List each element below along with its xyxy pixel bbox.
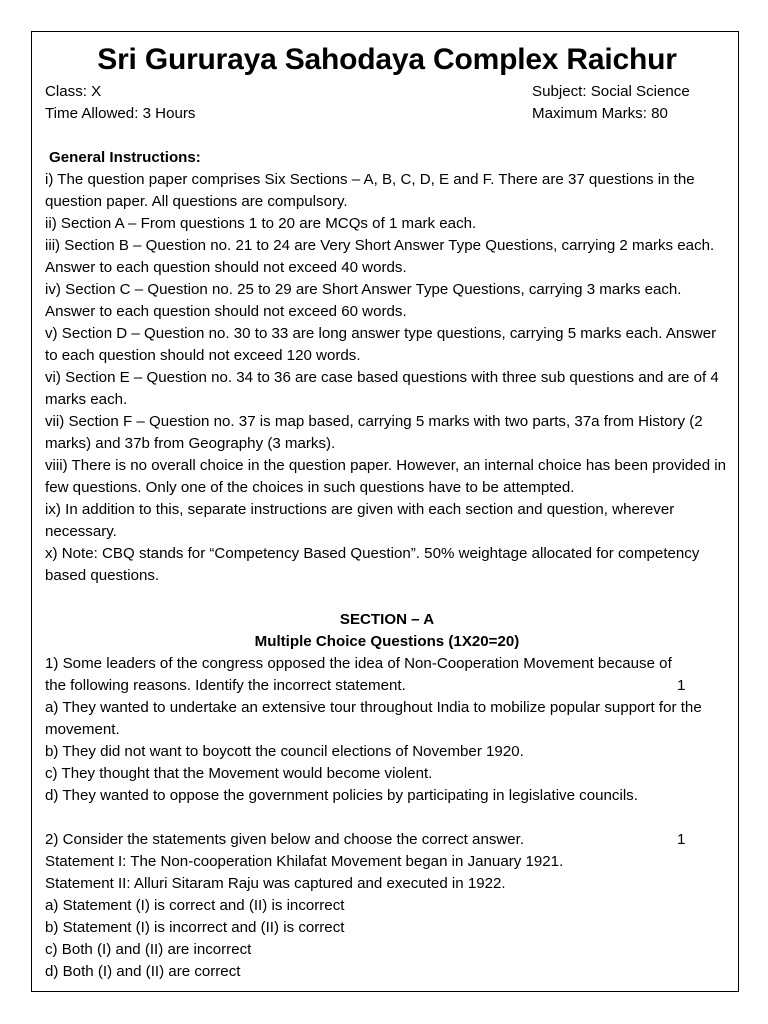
question-2 xyxy=(45,829,729,983)
question-paper-content xyxy=(45,40,729,983)
meta-row-class-subject xyxy=(45,81,729,103)
option-item: a) Statement (I) is correct and (II) is incorrect xyxy=(45,897,345,914)
statement-item: Statement II: Alluri Sitaram Raju was captured and executed in 1922. xyxy=(45,875,506,892)
instruction-item: viii) There is no overall choice in the question paper. However, an internal choice has been provided in few questions. Only one of the choices in such questions have to be attempted. xyxy=(45,457,727,496)
spacer xyxy=(45,807,729,829)
general-instructions-heading: General Instructions: xyxy=(49,149,201,166)
subject-label: Subject: Social Science xyxy=(532,83,690,100)
question-2-marks: 1 xyxy=(677,831,686,848)
question-2-stem-text: 2) Consider the statements given below and choose the correct answer. xyxy=(45,831,525,848)
option-item: b) They did not want to boycott the council elections of November 1920. xyxy=(45,743,524,760)
option-item: b) Statement (I) is incorrect and (II) is correct xyxy=(45,919,345,936)
question-1-stem-line-2 xyxy=(45,675,729,697)
spacer xyxy=(45,125,729,147)
instruction-item: vi) Section E – Question no. 34 to 36 are case based questions with three sub questions and are of 4 marks each. xyxy=(45,369,719,408)
option-item: d) They wanted to oppose the government policies by participating in legislative councils. xyxy=(45,787,638,804)
instruction-item: x) Note: CBQ stands for “Competency Based Question”. 50% weightage allocated for competency based questions. xyxy=(45,545,700,584)
instruction-item: ix) In addition to this, separate instructions are given with each section and question, wherever necessary. xyxy=(45,501,675,540)
instruction-item: vii) Section F – Question no. 37 is map based, carrying 5 marks with two parts, 37a from History (2 marks) and 37b from Geography (3 marks). xyxy=(45,413,703,452)
question-1-marks: 1 xyxy=(677,677,686,694)
instruction-item: i) The question paper comprises Six Sections – A, B, C, D, E and F. There are 37 questions in the question paper. All questions are compulsory. xyxy=(45,171,695,210)
question-1 xyxy=(45,653,729,807)
question-1-stem-line: 1) Some leaders of the congress opposed the idea of Non-Cooperation Movement because of xyxy=(45,655,672,672)
instruction-item: iii) Section B – Question no. 21 to 24 are Very Short Answer Type Questions, carrying 2 marks each. Answer to each question should not exceed 40 words. xyxy=(45,237,715,276)
question-paper-frame xyxy=(31,31,739,992)
section-a-subheading: Multiple Choice Questions (1X20=20) xyxy=(254,633,520,650)
option-item: d) Both (I) and (II) are correct xyxy=(45,963,241,980)
instruction-item: iv) Section C – Question no. 25 to 29 are Short Answer Type Questions, carrying 3 marks each. Answer to each question should not exceed 60 words. xyxy=(45,281,682,320)
general-instructions-list xyxy=(45,169,729,587)
instruction-item: ii) Section A – From questions 1 to 20 are MCQs of 1 mark each. xyxy=(45,215,477,232)
maximum-marks-label: Maximum Marks: 80 xyxy=(532,105,668,122)
meta-row-time-marks xyxy=(45,103,729,125)
option-item: c) They thought that the Movement would become violent. xyxy=(45,765,433,782)
statement-item: Statement I: The Non-cooperation Khilafat Movement began in January 1921. xyxy=(45,853,564,870)
time-allowed-label: Time Allowed: 3 Hours xyxy=(45,105,196,122)
question-1-stem-text: the following reasons. Identify the incorrect statement. xyxy=(45,677,406,694)
option-item: a) They wanted to undertake an extensive tour throughout India to mobilize popular support for the movement. xyxy=(45,699,702,738)
section-a-heading: SECTION – A xyxy=(339,611,435,628)
page-title: Sri Gururaya Sahodaya Complex Raichur xyxy=(97,43,677,76)
spacer xyxy=(45,587,729,609)
class-label: Class: X xyxy=(45,83,102,100)
option-item: c) Both (I) and (II) are incorrect xyxy=(45,941,252,958)
question-2-stem-line xyxy=(45,829,729,851)
instruction-item: v) Section D – Question no. 30 to 33 are long answer type questions, carrying 5 marks each. Answer to each question should not exceed 120 words. xyxy=(45,325,717,364)
